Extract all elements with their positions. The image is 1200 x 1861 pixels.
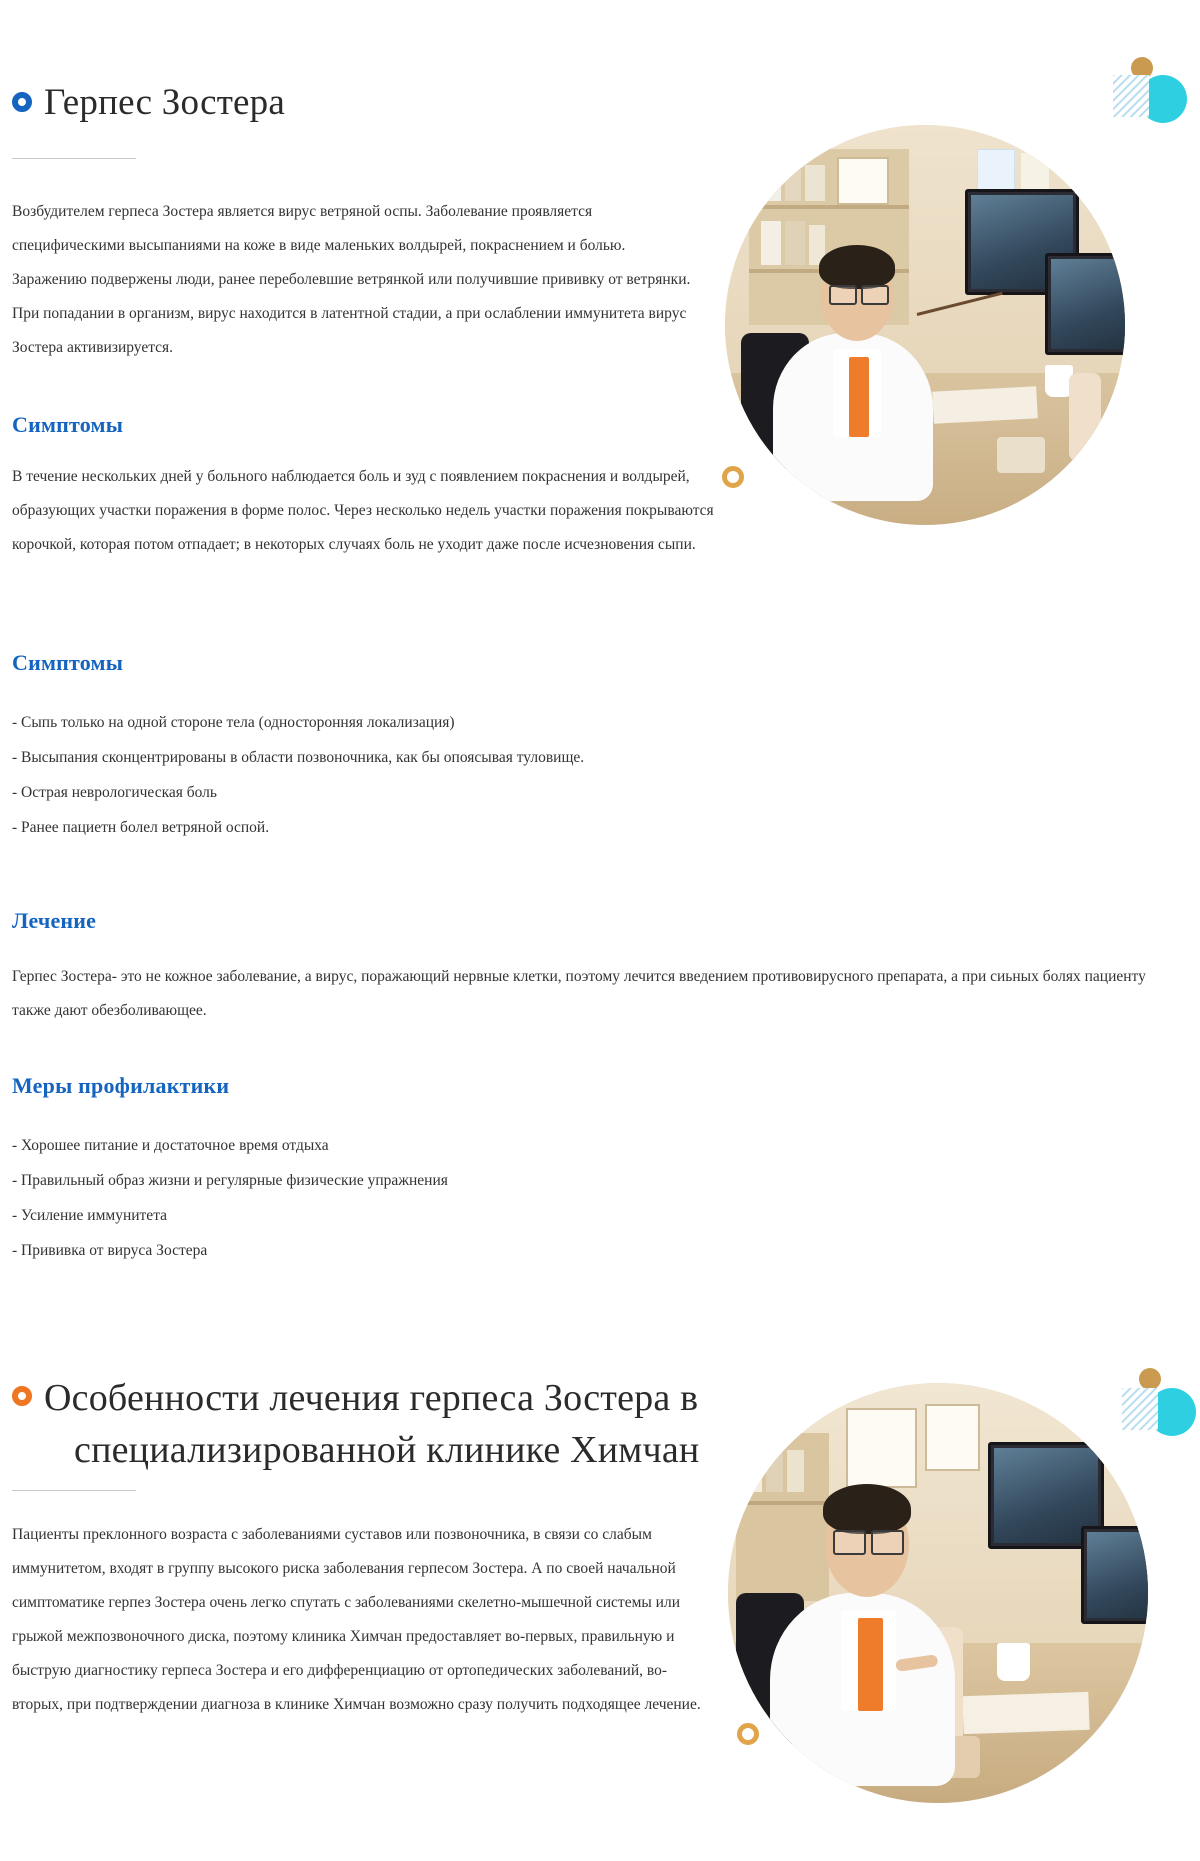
section-title-line1: Особенности лечения герпеса Зостера в (44, 1377, 699, 1419)
shelf-book (785, 161, 801, 201)
bullet-icon-orange (12, 1386, 32, 1406)
heading-divider-1 (12, 158, 136, 159)
doctor-hair (823, 1484, 911, 1534)
prevention-list-item: - Прививка от вируса Зостера (12, 1242, 208, 1259)
subheading-symptoms-1: Симптомы (12, 412, 124, 437)
desk-papers (963, 1692, 1090, 1734)
subheading-symptoms-2: Симптомы (12, 650, 124, 675)
shelf-book (761, 221, 781, 265)
doctor-glasses (861, 285, 889, 305)
doctor-tie (849, 357, 869, 437)
shelf-book (787, 1450, 804, 1492)
desk-papers (932, 386, 1038, 423)
bookshelf-divider (749, 205, 909, 209)
symptoms-list-item: - Острая неврологическая боль (12, 784, 217, 801)
wall-certificate (846, 1408, 917, 1488)
computer-monitor-secondary (1045, 253, 1125, 355)
intro-paragraph: Возбудителем герпеса Зостера является вирус ветряной оспы. Заболевание проявляется специфическими высыпаниями на коже в виде маленьких волдырей, покраснением и болью. Заражению подвержены люди, ранее переболевшие ветрянкой или получившие прививку от ветрянки. При попадании в организм, вирус находится в латентной стадии, а при ослаблении иммунитета вирус Зостера активизируется. (12, 203, 691, 356)
subheading-prevention: Меры профилактики (12, 1073, 230, 1098)
doctor-glasses (871, 1530, 904, 1555)
section2-paragraph: Пациенты преклонного возраста с заболеваниями суставов или позвоночника, в связи со слабым иммунитетом, входят в группу высокого риска заболевания герпесом Зостера. А по своей начальной симптоматике герпез Зостера очень легко спутать с заболеваниями скелетно-мышечной системы или грыжой межпозвоночного диска, поэтому клиника Химчан предоставляет во-первых, правильную и быструю диагностику герпеса Зостера и его дифференциацию от ортопедических заболеваний, во-вторых, при подтверждении диагноза в клинике Химчан возможно сразу получить подходящее лечение. (12, 1526, 701, 1713)
spine-model (1069, 373, 1101, 461)
section-heading-1 (12, 78, 772, 127)
shelf-book (766, 1446, 783, 1492)
treatment-paragraph: Герпес Зостера- это не кожное заболевание, а вирус, поражающий нервные клетки, поэтому лечится введением противовирусного препарата, а при сиьных болях пациенту также дают обезболивающее. (12, 968, 1146, 1019)
symptoms-list-item: - Высыпания сконцентрированы в области позвоночника, как бы опоясывая туловище. (12, 749, 585, 766)
shelf-book (761, 161, 781, 201)
section-title-line2: специализированной клинике Химчан (74, 1429, 700, 1471)
symptoms-list-item: - Сыпь только на одной стороне тела (односторонняя локализация) (12, 714, 455, 731)
doctor-photo-2 (728, 1383, 1148, 1803)
monitor-screen (1051, 259, 1125, 349)
desk-item (997, 437, 1045, 473)
wall-certificate (925, 1404, 979, 1471)
shelf-book (785, 221, 805, 265)
decorative-hatch-pattern (1113, 75, 1149, 117)
doctor-glasses (833, 1530, 866, 1555)
section-heading-2 (12, 1372, 832, 1476)
doctor-tie (858, 1618, 883, 1710)
computer-monitor-secondary (1081, 1526, 1148, 1624)
bullet-icon-blue (12, 92, 32, 112)
shelf-photo-frame (837, 157, 889, 205)
bookshelf-divider (736, 1501, 828, 1505)
page-title: Герпес Зостера (44, 82, 286, 123)
photo-scene (728, 1383, 1148, 1803)
prevention-list-item: - Усиление иммунитета (12, 1207, 168, 1224)
prevention-list-item: - Хорошее питание и достаточное время отдыха (12, 1137, 329, 1154)
symptoms-list-item: - Ранее пациетн болел ветряной оспой. (12, 819, 270, 836)
prevention-list-item: - Правильный образ жизни и регулярные физические упражнения (12, 1172, 448, 1189)
heading-divider-2 (12, 1490, 136, 1491)
shelf-book (805, 165, 825, 201)
monitor-screen (1087, 1532, 1148, 1618)
coffee-mug (997, 1643, 1031, 1681)
photo-scene (725, 125, 1125, 525)
doctor-photo-1 (725, 125, 1125, 525)
symptoms-1-paragraph: В течение нескольких дней у больного наблюдается боль и зуд с появлением покраснения и волдырей, образующих участки поражения в форме полос. Через несколько недель участки поражения покрываются корочкой, которая потом отпадает; в некоторых случаях боль не уходит даже после исчезновения сыпи. (12, 468, 714, 553)
doctor-hair (819, 245, 895, 289)
shelf-book (745, 1446, 762, 1492)
subheading-treatment: Лечение (12, 908, 97, 933)
doctor-glasses (829, 285, 857, 305)
